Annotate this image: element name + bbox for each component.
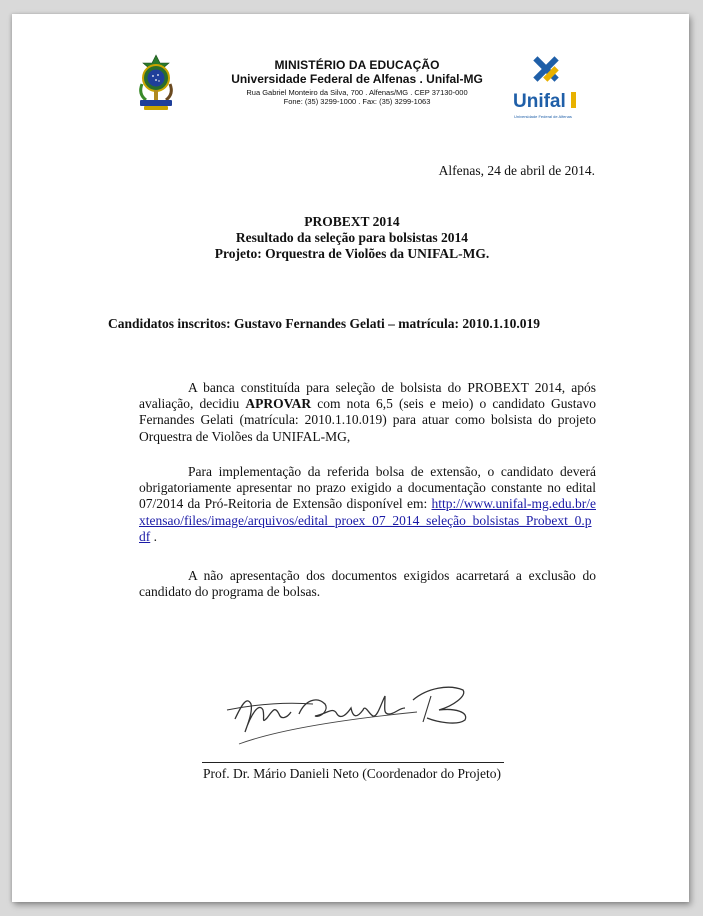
logo-wordmark: Unifal [513,91,566,112]
university-address: Rua Gabriel Monteiro da Silva, 700 . Alfenas/MG . CEP 37130-000 [246,88,468,97]
logo-subtext: Universidade Federal de Alfenas [514,114,572,119]
university-phone: Fone: (35) 3299-1000 . Fax: (35) 3299-1063 [283,97,431,106]
project-title: Projeto: Orquestra de Violões da UNIFAL-MG. [214,246,490,261]
document-page [12,14,689,902]
exclusion-paragraph [139,568,596,600]
exclusion-text: A não apresentação dos documentos exigidos acarretará a exclusão do candidato do programa de bolsas. [139,568,596,600]
approval-keyword: APROVAR [245,396,312,412]
approval-text-start: A banca constituída para seleção de bolsista do PROBEXT 2014, após avaliação, decidiu [139,380,596,412]
signature-line [202,762,504,763]
document-title: PROBEXT 2014 [304,214,400,229]
brazil-coat-of-arms-icon [134,54,178,112]
documentation-text: Para implementação da referida bolsa de extensão, o candidato deverá obrigatoriamente apresentar no prazo exigido a documentação constante no edital 07/2014 da Pró-Reitoria de Extensão disponível em: [139,464,596,512]
documentation-paragraph [139,464,596,545]
approval-text-end: com nota 6,5 (seis e meio) o candidato Gustavo Fernandes Gelati (matrícula: 2010.1.10.019) para atuar como bolsista do projeto Orquestra de Violões da UNIFAL-MG, [139,396,597,444]
document-date: Alfenas, 24 de abril de 2014. [438,163,595,178]
document-subtitle: Resultado da seleção para bolsistas 2014 [235,230,469,245]
approval-paragraph [139,380,596,445]
university-heading: Universidade Federal de Alfenas . Unifal-MG [231,72,483,86]
unifal-logo-icon [512,52,580,122]
candidates-line: Candidatos inscritos: Gustavo Fernandes Gelati – matrícula: 2010.1.10.019 [108,316,540,331]
ministry-heading: MINISTÉRIO DA EDUCAÇÃO [274,58,440,72]
documentation-end: . [150,528,157,544]
edital-link[interactable]: http://www.unifal-mg.edu.br/extensao/files/image/arquivos/edital_proex_07_2014_seleção_bolsistas_Probext_0.pdf [139,496,596,544]
signer-name: Prof. Dr. Mário Danieli Neto (Coordenador do Projeto) [202,766,502,781]
handwritten-signature [217,674,487,746]
